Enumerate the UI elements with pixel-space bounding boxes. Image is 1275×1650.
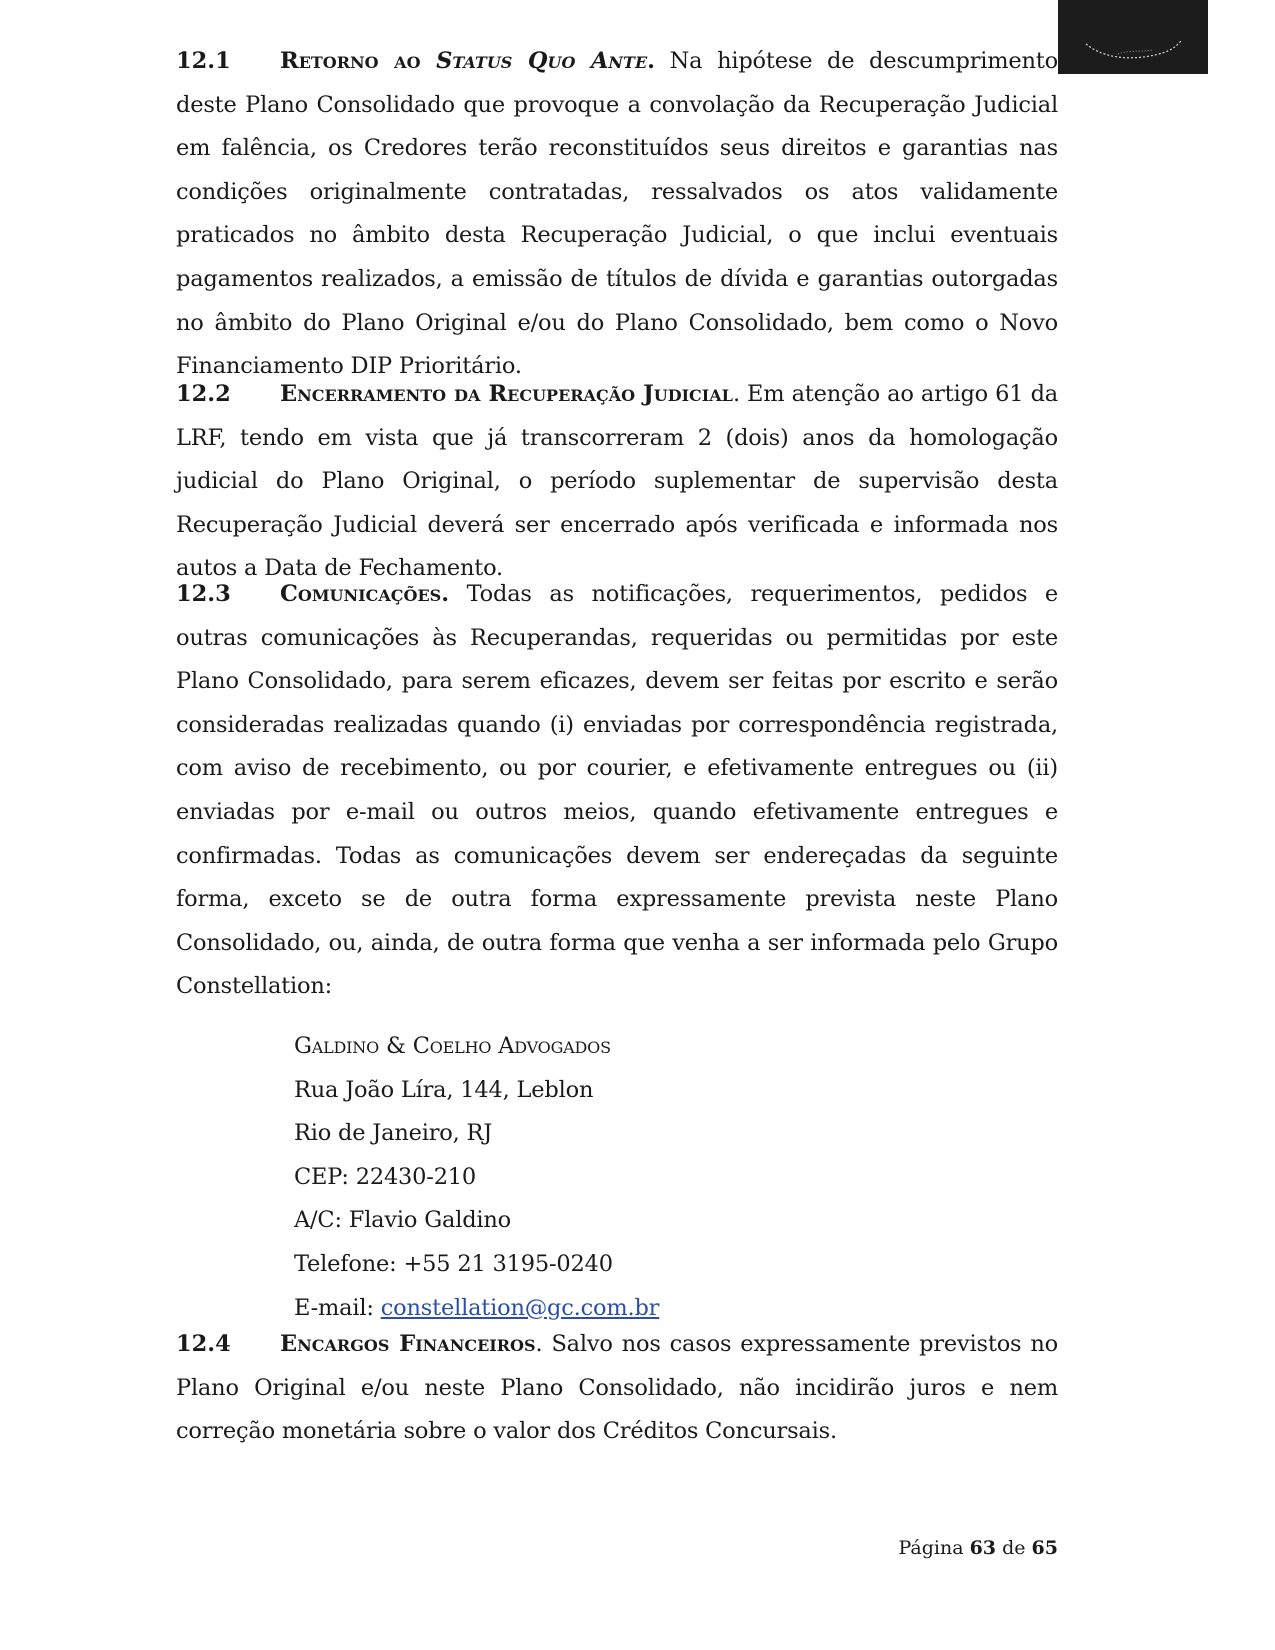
section-number: 12.3: [176, 581, 231, 607]
section-number: 12.2: [176, 381, 231, 407]
section-12-4: [176, 1323, 1058, 1454]
city: Rio de Janeiro, RJ: [294, 1120, 493, 1147]
section-text: Todas as notificações, requerimentos, pedidos e outras comunicações às Recuperandas, requeridas ou permitidas por este Plano Consolidado, para serem eficazes, devem ser feitas por escrito e serão consideradas realizadas quando (i) enviadas por correspondência registrada, com aviso de recebimento, ou por courier, e efetivamente entregues ou (ii) enviadas por e-mail ou outros meios, quando efetivamente entregues e confirmadas. Todas as comunicações devem ser endereçadas da seguinte forma, exceto se de outra forma expressamente prevista neste Plano Consolidado, ou, ainda, de outra forma que venha a ser informada pelo Grupo Constellation:: [176, 581, 1058, 1000]
section-text: Na hipótese de descumprimento deste Plano Consolidado que provoque a convolação da Recuperação Judicial em falência, os Credores terão reconstituídos seus direitos e garantias nas condições originalmente contratadas, ressalvados os atos validamente praticados no âmbito desta Recuperação Judicial, o que inclui eventuais pagamentos realizados, a emissão de títulos de dívida e garantias outorgadas no âmbito do Plano Original e/ou do Plano Consolidado, bem como o Novo Financiamento DIP Prioritário.: [176, 48, 1058, 380]
email-link[interactable]: constellation@gc.com.br: [380, 1294, 660, 1321]
section-heading: Retorno ao Status Quo Ante.: [280, 48, 655, 74]
section-heading: Comunicações.: [280, 581, 450, 607]
signature-stamp: [1058, 0, 1208, 74]
attention-line: A/C: Flavio Galdino: [294, 1207, 512, 1234]
page-footer: [898, 1537, 1058, 1559]
signature-scribble-icon: [1058, 0, 1208, 74]
current-page-number: 63: [969, 1537, 997, 1559]
section-12-3: [176, 573, 1058, 1009]
section-12-1: [176, 40, 1058, 389]
postal-code: CEP: 22430-210: [294, 1163, 477, 1190]
section-number: 12.1: [176, 48, 231, 74]
street-address: Rua João Líra, 144, Leblon: [294, 1076, 594, 1103]
phone-number: Telefone: +55 21 3195-0240: [294, 1250, 613, 1277]
section-text: . Em atenção ao artigo 61 da LRF, tendo em vista que já transcorreram 2 (dois) anos da homologação judicial do Plano Original, o período suplementar de supervisão desta Recuperação Judicial deverá ser encerrado após verificada e informada nos autos a Data de Fechamento.: [176, 381, 1058, 582]
section-number: 12.4: [176, 1331, 231, 1357]
section-heading: Encerramento da Recuperação Judicial: [280, 381, 733, 407]
page-of-label: de: [1002, 1537, 1026, 1559]
total-pages-number: 65: [1031, 1537, 1058, 1559]
address-block: [294, 1025, 659, 1330]
firm-name: Galdino & Coelho Advogados: [294, 1033, 611, 1059]
page-label: Página: [898, 1537, 964, 1559]
section-12-2: [176, 373, 1058, 591]
section-heading: Encargos Financeiros: [280, 1331, 536, 1357]
section-text: . Salvo nos casos expressamente previstos no Plano Original e/ou neste Plano Consolidado, não incidirão juros e nem correção monetária sobre o valor dos Créditos Concursais.: [176, 1331, 1058, 1445]
email-label: E-mail:: [294, 1294, 381, 1321]
